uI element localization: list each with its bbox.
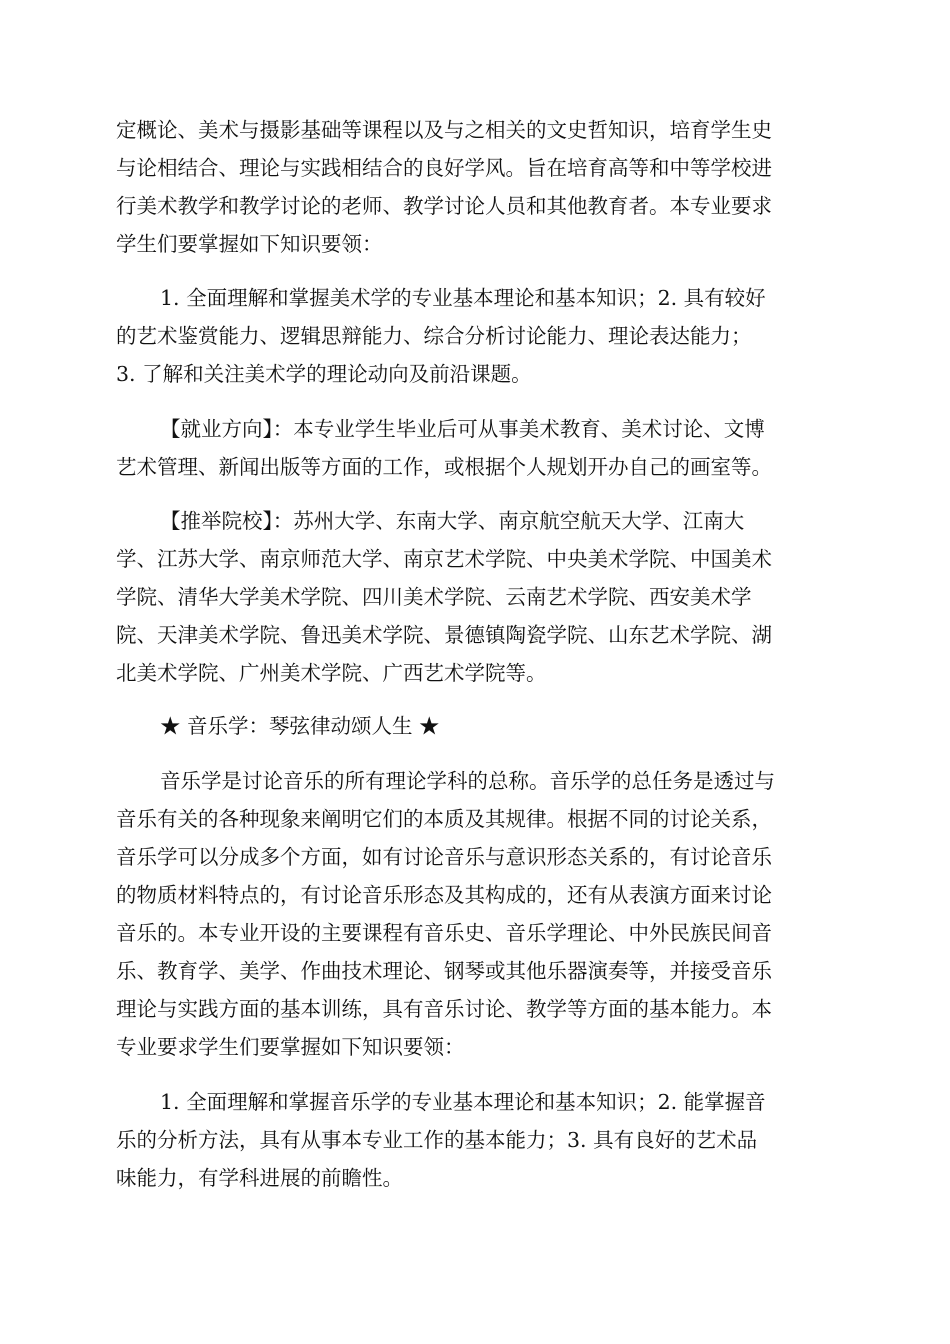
text-line: 的艺术鉴赏能力、逻辑思辩能力、综合分析讨论能力、理论表达能力； xyxy=(116,324,752,348)
text-line: 乐的分析方法，具有从事本专业工作的基本能力；3. 具有良好的艺术品 xyxy=(116,1128,758,1152)
text-line: 与论相结合、理论与实践相结合的良好学风。旨在培育高等和中等学校进 xyxy=(116,156,772,180)
text-line: 院、天津美术学院、鲁迅美术学院、景德镇陶瓷学院、山东艺术学院、湖 xyxy=(116,623,772,647)
paragraph-fine-arts-intro xyxy=(116,111,836,263)
text-line: 【推举院校】：苏州大学、东南大学、南京航空航天大学、江南大 xyxy=(160,509,745,533)
paragraph-fine-arts-schools xyxy=(116,502,836,692)
paragraph-fine-arts-requirements xyxy=(116,279,836,393)
text-line: 北美术学院、广州美术学院、广西艺术学院等。 xyxy=(116,661,547,685)
text-line: 味能力，有学科进展的前瞻性。 xyxy=(116,1166,403,1190)
text-line: 艺术管理、新闻出版等方面的工作，或根据个人规划开办自己的画室等。 xyxy=(116,455,772,479)
text-line: 行美术教学和教学讨论的老师、教学讨论人员和其他教育者。本专业要求 xyxy=(116,194,772,218)
text-line: 1. 全面理解和掌握美术学的专业基本理论和基本知识；2. 具有较好 xyxy=(160,286,766,310)
text-line: 【就业方向】：本专业学生毕业后可从事美术教育、美术讨论、文博 xyxy=(160,417,765,441)
text-line: 3. 了解和关注美术学的理论动向及前沿课题。 xyxy=(116,362,532,386)
section-heading-musicology xyxy=(116,707,836,745)
text-line: 音乐有关的各种现象来阐明它们的本质及其规律。根据不同的讨论关系， xyxy=(116,807,772,831)
text-line: 专业要求学生们要掌握如下知识要领： xyxy=(116,1035,465,1059)
paragraph-fine-arts-careers xyxy=(116,410,836,486)
text-line: 1. 全面理解和掌握音乐学的专业基本理论和基本知识；2. 能掌握音 xyxy=(160,1090,766,1114)
text-line: 定概论、美术与摄影基础等课程以及与之相关的文史哲知识，培育学生史 xyxy=(116,118,772,142)
text-line: 学院、清华大学美术学院、四川美术学院、云南艺术学院、西安美术学 xyxy=(116,585,752,609)
text-line: 乐、教育学、美学、作曲技术理论、钢琴或其他乐器演奏等，并接受音乐 xyxy=(116,959,772,983)
text-line: 音乐的。本专业开设的主要课程有音乐史、音乐学理论、中外民族民间音 xyxy=(116,921,772,945)
text-line: 的物质材料特点的，有讨论音乐形态及其构成的，还有从表演方面来讨论 xyxy=(116,883,772,907)
section-heading-text: ★ 音乐学：琴弦律动颂人生 ★ xyxy=(160,714,440,738)
text-line: 学生们要掌握如下知识要领： xyxy=(116,232,383,256)
text-line: 学、江苏大学、南京师范大学、南京艺术学院、中央美术学院、中国美术 xyxy=(116,547,772,571)
text-line: 音乐学可以分成多个方面，如有讨论音乐与意识形态关系的，有讨论音乐 xyxy=(116,845,772,869)
paragraph-musicology-intro xyxy=(116,762,836,1066)
text-line: 音乐学是讨论音乐的所有理论学科的总称。音乐学的总任务是透过与 xyxy=(160,769,775,793)
paragraph-musicology-requirements xyxy=(116,1083,836,1197)
text-line: 理论与实践方面的基本训练，具有音乐讨论、教学等方面的基本能力。本 xyxy=(116,997,772,1021)
